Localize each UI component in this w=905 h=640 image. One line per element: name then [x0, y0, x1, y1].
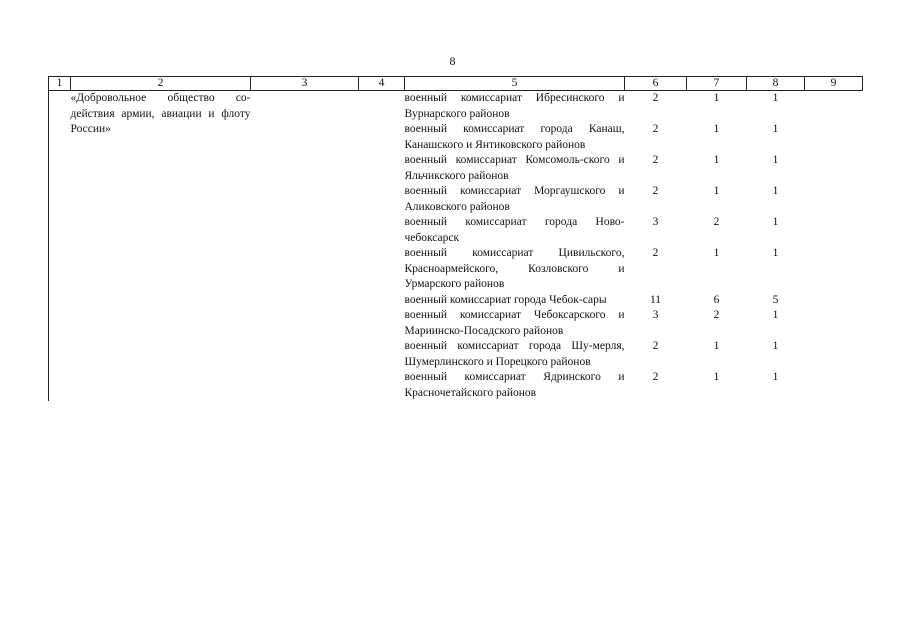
commissariat-name: военный комиссариат города Канаш, Канашского и Янтиковского районов: [404, 123, 625, 151]
count-col-7: 1: [713, 247, 720, 259]
count-col-7: 1: [713, 92, 720, 104]
count-col-7: 2: [713, 309, 720, 321]
count-col-8: 1: [772, 216, 779, 228]
count-col-9: [805, 215, 863, 246]
total-count: 2: [652, 340, 659, 352]
organization-name: «Добровольное общество со-действия армии, авиации и флоту России»: [70, 92, 251, 135]
count-col-7: 1: [713, 123, 720, 135]
count-col-9: [805, 184, 863, 215]
total-count: 3: [652, 309, 659, 321]
count-col-8: 1: [772, 92, 779, 104]
count-col-9: [805, 370, 863, 401]
column-header-4: 4: [359, 77, 405, 91]
commissariat-name: военный комиссариат Цивильского, Красноармейского, Козловского и Урмарского районов: [404, 247, 625, 290]
total-count: 11: [649, 293, 662, 306]
count-col-7: 1: [713, 371, 720, 383]
commissariat-name: военный комиссариат Моргаушского и Аликовского районов: [404, 185, 625, 213]
count-col-9: [805, 91, 863, 123]
allocation-table: [48, 76, 863, 401]
total-count: 2: [652, 371, 659, 383]
count-col-8: 1: [772, 154, 779, 166]
total-count: 2: [652, 154, 659, 166]
total-count: 2: [652, 92, 659, 104]
commissariat-name: военный комиссариат города Ново-чебоксарск: [404, 216, 625, 244]
column-header-2: 2: [71, 77, 251, 91]
column-header-9: 9: [805, 77, 863, 91]
page-number: 8: [449, 54, 456, 68]
commissariat-name: военный комиссариат города Шу-мерля, Шумерлинского и Порецкого районов: [404, 340, 625, 368]
count-col-9: [805, 339, 863, 370]
count-col-7: 6: [713, 293, 720, 306]
total-count: 2: [652, 123, 659, 135]
column-header-6: 6: [625, 77, 687, 91]
count-col-9: [805, 153, 863, 184]
count-col-9: [805, 246, 863, 293]
count-col-8: 5: [772, 293, 779, 306]
count-col-8: 1: [772, 371, 779, 383]
count-col-9: [805, 122, 863, 153]
count-col-7: 2: [713, 216, 720, 228]
count-col-8: 1: [772, 309, 779, 321]
count-col-7: 1: [713, 340, 720, 352]
count-col-8: 1: [772, 247, 779, 259]
commissariat-name: военный комиссариат Комсомоль-ского и Яльчикского районов: [404, 154, 625, 182]
column-header-7: 7: [687, 77, 747, 91]
count-col-8: 1: [772, 340, 779, 352]
commissariat-name: военный комиссариат Ибресинского и Вурнарского районов: [404, 92, 625, 120]
total-count: 3: [652, 216, 659, 228]
count-col-7: 1: [713, 154, 720, 166]
commissariat-name: военный комиссариат города Чебок-сары: [404, 293, 607, 306]
column-header-3: 3: [251, 77, 359, 91]
table-row: [49, 91, 863, 123]
commissariat-name: военный комиссариат Чебоксарского и Мариинско-Посадского районов: [404, 309, 625, 337]
count-col-9: [805, 308, 863, 339]
total-count: 2: [652, 185, 659, 197]
column-header-8: 8: [747, 77, 805, 91]
column-number-header-row: [49, 77, 863, 91]
count-col-8: 1: [772, 123, 779, 135]
count-col-9: [805, 293, 863, 309]
commissariat-name: военный комиссариат Ядринского и Красночетайского районов: [404, 371, 625, 399]
column-header-5: 5: [405, 77, 625, 91]
total-count: 2: [652, 247, 659, 259]
column-header-1: 1: [49, 77, 71, 91]
count-col-8: 1: [772, 185, 779, 197]
count-col-7: 1: [713, 185, 720, 197]
